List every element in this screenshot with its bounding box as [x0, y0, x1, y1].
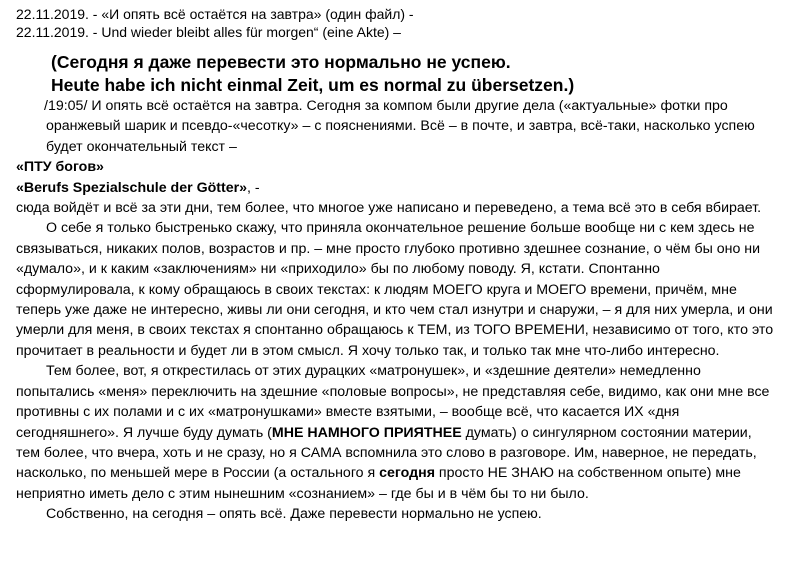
paragraph-1: О себе я только быстренько скажу, что приняла окончательное решение больше вообще ни с кем здесь не связываться, никаких полов, возрастов и пр. – мне просто глубоко противно здешнее сознание, о чём бы оно ни «думало», и к каким «заключениям» ни «приходило» бы по любому поводу. Я, кстати. Спонтанно сформулировала, к кому обращаюсь в своих текстах: к людям МОЕГО круга и МОЕГО времени, причём, мне теперь уже даже не интересно, живы ли они сегодня, и кто чем стал изнутри и снаружи, – я для них умерла, и они умерли для меня, в своих текстах я спонтанно обращаюсь к ТЕМ, из ТОГО ВРЕМЕНИ, независимо от того, кто это прочитает в реальности и будет ли в этом смысл. Я хочу только так, и только так мне что-либо интересно. [16, 220, 774, 359]
time-mark: /19:05/ [44, 98, 88, 114]
title-de-tail: , - [247, 179, 260, 196]
heading-de: Heute habe ich nicht einmal Zeit, um es normal zu übersetzen.) [51, 75, 575, 95]
intro-text: И опять всё остаётся на завтра. Сегодня за компом были другие дела («актуальные» фотки про оранжевый шарик и псевдо-«чесотку» – с пояснениями. Всё – в почте, и завтра, всё-таки, насколько успею будет окончательный текст – [46, 98, 755, 155]
closing-paragraph: Собственно, на сегодня – опять всё. Даже перевести нормально не успею. [46, 506, 542, 523]
after-title-text: сюда войдёт и всё за эти дни, тем более, что многое уже написано и переведено, а тема всё это в себя вбирает. [16, 200, 762, 217]
paragraph-2-part2: думать) о сингулярном состоянии материи, тем более, что вчера, хоть и не сразу, но я САМА вспомнила это слово в разговоре. Им, наверное, не передать, насколько, по меньшей мере в России (а остального я [16, 424, 757, 482]
paragraph-2-bold2: сегодня [379, 465, 435, 482]
paragraph-2-part1: Тем более, вот, я открестилась от этих дурацких «матронушек», и «здешние деятели» немедленно попытались «меня» переключить на здешние «половые вопросы», не представляя себе, видимо, как они мне все противны с их полами и с их «матронушками» вместе взятыми, – вообще всё, что касается ИХ «дня сегодняшнего». Я лучше буду думать ( [16, 363, 770, 441]
header-line-de: 22.11.2019. - Und wieder bleibt alles für morgen“ (eine Akte) – [16, 24, 401, 40]
title-de: «Berufs Spezialschule der Götter» [16, 179, 248, 196]
paragraph-2 [16, 361, 776, 504]
heading-ru: (Сегодня я даже перевести это нормально не успею. [51, 52, 511, 72]
paragraph-2-part3: просто НЕ ЗНАЮ на собственном опыте) мне неприятно иметь дело с этим нынешним «сознанием» – где бы и в чём бы то ни было. [16, 465, 741, 502]
intro-paragraph [16, 96, 776, 157]
document-body [16, 96, 776, 525]
title-ru: «ПТУ богов» [16, 159, 104, 176]
header-line-ru: 22.11.2019. - «И опять всё остаётся на завтра» (один файл) - [16, 6, 414, 22]
title-de-line [16, 178, 776, 198]
paragraph-2-bold1: МНЕ НАМНОГО ПРИЯТНЕЕ [271, 424, 462, 441]
